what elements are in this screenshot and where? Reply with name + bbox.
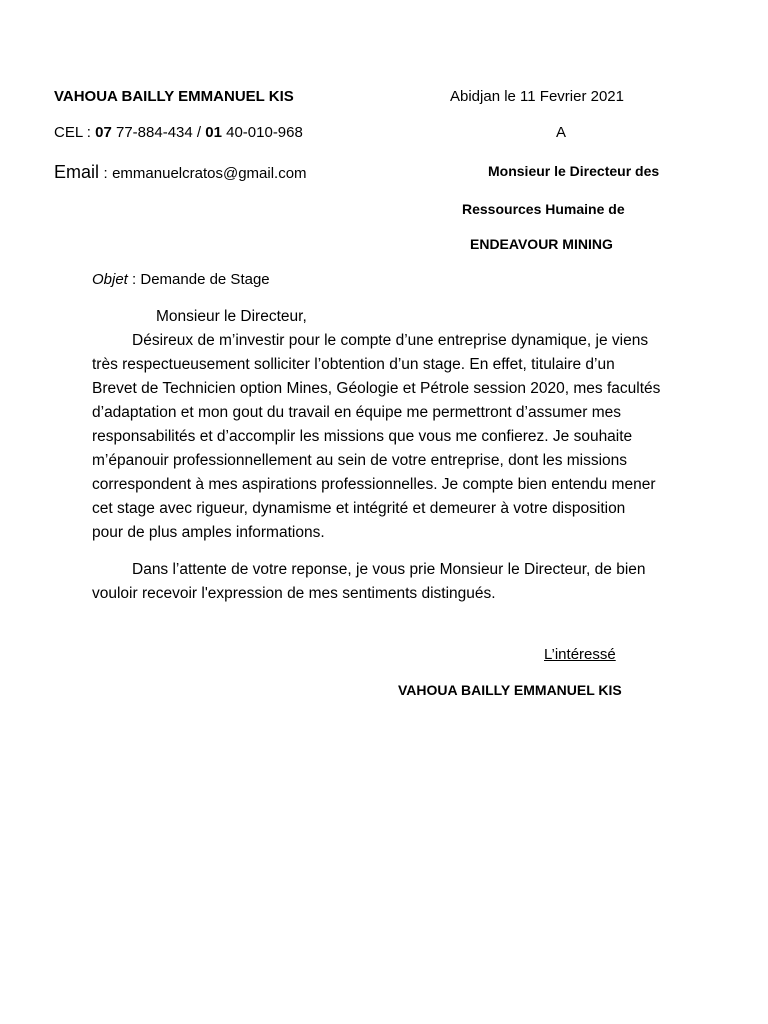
paragraph-2-line: Dans l’attente de votre reponse, je vous prie Monsieur le Directeur, de bien	[132, 561, 646, 578]
subject-text: Demande de Stage	[140, 271, 270, 288]
sender-phone	[54, 124, 303, 141]
salutation: Monsieur le Directeur,	[156, 308, 307, 325]
subject	[92, 271, 270, 288]
paragraph-1-line: Brevet de Technicien option Mines, Géologie et Pétrole session 2020, mes facultés	[92, 380, 661, 397]
signature-label: L’intéressé	[544, 646, 616, 663]
email-label: Email	[54, 162, 100, 182]
closing-paragraph	[92, 558, 704, 606]
paragraph-1-line: responsabilités et d’accomplir les missions que vous me confierez. Je souhaite	[92, 428, 633, 445]
paragraph-1-line: pour de plus amples informations.	[92, 524, 325, 541]
paragraph-1-line: m’épanouir professionnellement au sein de votre entreprise, dont les missions	[92, 452, 628, 469]
sender-name: VAHOUA BAILLY EMMANUEL KIS	[54, 88, 294, 105]
paragraph-1-line: très respectueusement solliciter l’obtention d’un stage. En effet, titulaire d’un	[92, 356, 615, 373]
email-separator: :	[103, 165, 108, 182]
phone-number-2: 40-010-968	[226, 124, 303, 141]
signature-name: VAHOUA BAILLY EMMANUEL KIS	[398, 682, 622, 698]
paragraph-1-line: d’adaptation et mon gout du travail en équipe me permettront d’assumer mes	[92, 404, 622, 421]
paragraph-1-line: Désireux de m’investir pour le compte d’une entreprise dynamique, je viens	[132, 332, 649, 349]
paragraph-1-line: correspondent à mes aspirations professionnelles. Je compte bien entendu mener	[92, 476, 656, 493]
phone-number-1: 77-884-434	[116, 124, 193, 141]
sender-email	[54, 162, 307, 183]
subject-label: Objet	[92, 271, 128, 288]
phone-label: CEL :	[54, 124, 91, 141]
subject-separator: :	[132, 271, 137, 288]
recipient-to: A	[556, 124, 567, 141]
recipient-line-3: ENDEAVOUR MINING	[470, 236, 613, 252]
phone-prefix-1: 07	[95, 124, 112, 141]
phone-prefix-2: 01	[205, 124, 222, 141]
recipient-line-2: Ressources Humaine de	[462, 201, 625, 217]
paragraph-2-line: vouloir recevoir l'expression de mes sentiments distingués.	[92, 585, 496, 602]
letter-body	[92, 305, 704, 545]
email-address: emmanuelcratos@gmail.com	[112, 165, 307, 182]
paragraph-1-line: cet stage avec rigueur, dynamisme et intégrité et demeurer à votre disposition	[92, 500, 626, 517]
phone-separator: /	[196, 124, 202, 141]
recipient-line-1: Monsieur le Directeur des	[488, 163, 660, 179]
place-date: Abidjan le 11 Fevrier 2021	[450, 88, 624, 105]
